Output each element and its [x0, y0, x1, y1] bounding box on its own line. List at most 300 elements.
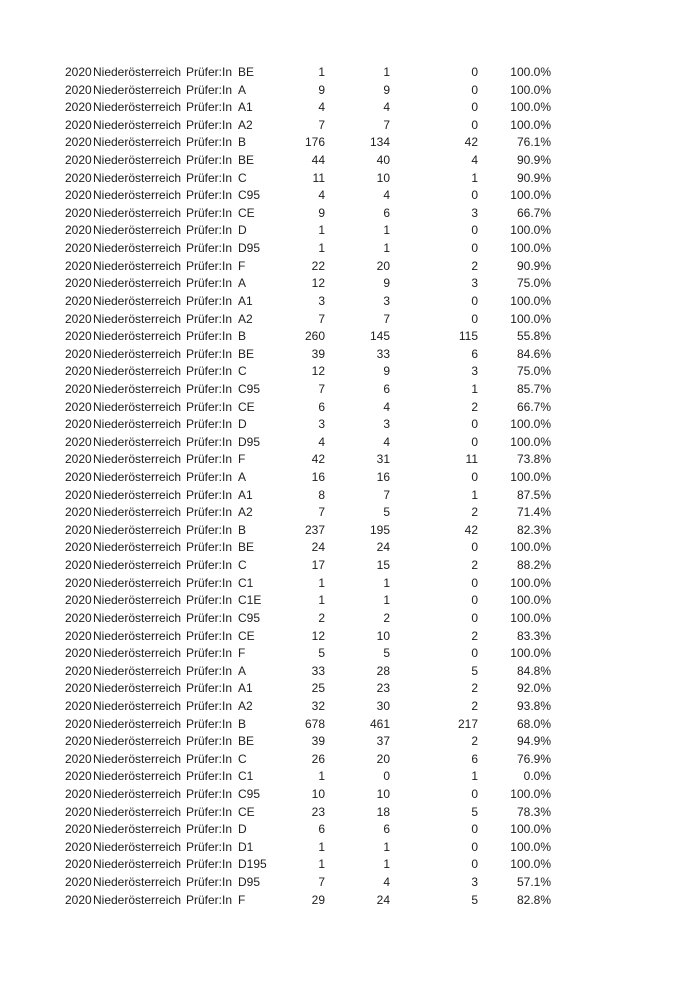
table-row [65, 645, 551, 663]
cell-region: Niederösterreich [93, 188, 182, 203]
cell-region: Niederösterreich [93, 857, 182, 872]
cell-category: C [238, 170, 247, 185]
cell-region: Niederösterreich [93, 769, 182, 784]
cell-pass-rate: 66.7% [516, 205, 551, 220]
cell-total: 32 [311, 698, 325, 713]
cell-passed: 9 [383, 276, 390, 291]
cell-passed: 15 [376, 558, 390, 573]
cell-total: 6 [318, 399, 325, 414]
cell-region: Niederösterreich [93, 646, 182, 661]
cell-category: BE [238, 540, 255, 555]
cell-total: 4 [318, 434, 325, 449]
cell-region: Niederösterreich [93, 628, 182, 643]
cell-region: Niederösterreich [93, 153, 182, 168]
cell-passed: 23 [376, 681, 390, 696]
cell-total: 7 [318, 381, 325, 396]
cell-pass-rate: 76.1% [516, 135, 551, 150]
table-row [65, 874, 551, 892]
cell-role: Prüfer:In [186, 751, 233, 766]
cell-role: Prüfer:In [186, 681, 233, 696]
cell-region: Niederösterreich [93, 293, 182, 308]
cell-category: A1 [238, 293, 253, 308]
cell-total: 16 [311, 470, 325, 485]
cell-region: Niederösterreich [93, 117, 182, 132]
cell-role: Prüfer:In [186, 646, 233, 661]
cell-role: Prüfer:In [186, 399, 233, 414]
cell-region: Niederösterreich [93, 82, 182, 97]
table-row [65, 716, 551, 734]
cell-region: Niederösterreich [93, 258, 182, 273]
cell-role: Prüfer:In [186, 610, 233, 625]
cell-failed: 42 [464, 135, 478, 150]
cell-passed: 30 [376, 698, 390, 713]
cell-region: Niederösterreich [93, 364, 182, 379]
cell-category: D [238, 223, 247, 238]
cell-passed: 3 [383, 293, 390, 308]
cell-category: BE [238, 153, 255, 168]
cell-failed: 1 [471, 769, 478, 784]
cell-category: C [238, 558, 247, 573]
cell-failed: 6 [471, 751, 478, 766]
cell-pass-rate: 100.0% [510, 822, 551, 837]
cell-category: C [238, 364, 247, 379]
cell-year: 2020 [65, 540, 92, 555]
cell-year: 2020 [65, 135, 92, 150]
cell-failed: 2 [471, 698, 478, 713]
cell-region: Niederösterreich [93, 663, 182, 678]
cell-failed: 1 [471, 170, 478, 185]
cell-year: 2020 [65, 258, 92, 273]
cell-region: Niederösterreich [93, 892, 182, 907]
cell-total: 12 [311, 364, 325, 379]
cell-failed: 0 [471, 293, 478, 308]
cell-category: C [238, 751, 247, 766]
cell-total: 1 [318, 839, 325, 854]
cell-failed: 0 [471, 839, 478, 854]
cell-category: A2 [238, 505, 253, 520]
table-row [65, 187, 551, 205]
cell-passed: 4 [383, 188, 390, 203]
cell-failed: 0 [471, 417, 478, 432]
cell-total: 1 [318, 65, 325, 79]
cell-failed: 0 [471, 223, 478, 238]
cell-year: 2020 [65, 188, 92, 203]
cell-pass-rate: 83.3% [516, 628, 551, 643]
cell-role: Prüfer:In [186, 452, 233, 467]
cell-passed: 4 [383, 399, 390, 414]
table-row [65, 293, 551, 311]
cell-failed: 0 [471, 188, 478, 203]
cell-failed: 6 [471, 346, 478, 361]
cell-category: A1 [238, 100, 253, 115]
cell-year: 2020 [65, 82, 92, 97]
cell-failed: 4 [471, 153, 478, 168]
cell-category: BE [238, 65, 255, 79]
cell-year: 2020 [65, 769, 92, 784]
cell-pass-rate: 93.8% [516, 698, 551, 713]
cell-category: A [238, 663, 247, 678]
cell-category: C95 [238, 610, 261, 625]
cell-passed: 10 [376, 170, 390, 185]
cell-failed: 0 [471, 786, 478, 801]
cell-passed: 1 [383, 839, 390, 854]
table-row [65, 663, 551, 681]
cell-region: Niederösterreich [93, 205, 182, 220]
cell-passed: 6 [383, 381, 390, 396]
cell-total: 25 [311, 681, 325, 696]
cell-year: 2020 [65, 241, 92, 256]
cell-region: Niederösterreich [93, 804, 182, 819]
cell-region: Niederösterreich [93, 65, 182, 79]
cell-failed: 3 [471, 875, 478, 890]
cell-region: Niederösterreich [93, 575, 182, 590]
table-row [65, 821, 551, 839]
cell-passed: 31 [376, 452, 390, 467]
cell-category: CE [238, 399, 255, 414]
cell-pass-rate: 78.3% [516, 804, 551, 819]
cell-pass-rate: 75.0% [516, 276, 551, 291]
cell-year: 2020 [65, 663, 92, 678]
cell-failed: 0 [471, 575, 478, 590]
table-row [65, 311, 551, 329]
cell-passed: 7 [383, 487, 390, 502]
cell-passed: 24 [376, 540, 390, 555]
table-row [65, 557, 551, 575]
table-row [65, 275, 551, 293]
cell-year: 2020 [65, 470, 92, 485]
cell-role: Prüfer:In [186, 170, 233, 185]
cell-failed: 0 [471, 65, 478, 79]
cell-region: Niederösterreich [93, 487, 182, 502]
cell-total: 44 [311, 153, 325, 168]
cell-role: Prüfer:In [186, 276, 233, 291]
cell-pass-rate: 100.0% [510, 470, 551, 485]
cell-category: B [238, 329, 247, 344]
cell-total: 7 [318, 505, 325, 520]
cell-category: A [238, 470, 247, 485]
cell-role: Prüfer:In [186, 65, 233, 79]
cell-year: 2020 [65, 857, 92, 872]
cell-pass-rate: 57.1% [516, 875, 551, 890]
cell-failed: 0 [471, 434, 478, 449]
cell-role: Prüfer:In [186, 892, 233, 907]
cell-year: 2020 [65, 452, 92, 467]
cell-pass-rate: 88.2% [516, 558, 551, 573]
cell-pass-rate: 100.0% [510, 646, 551, 661]
cell-role: Prüfer:In [186, 786, 233, 801]
cell-category: B [238, 522, 247, 537]
table-row [65, 575, 551, 593]
cell-passed: 3 [383, 417, 390, 432]
cell-total: 6 [318, 822, 325, 837]
cell-failed: 0 [471, 646, 478, 661]
cell-passed: 1 [383, 575, 390, 590]
cell-region: Niederösterreich [93, 698, 182, 713]
cell-category: C95 [238, 786, 261, 801]
table-row [65, 892, 551, 910]
cell-total: 22 [311, 258, 325, 273]
cell-total: 1 [318, 857, 325, 872]
cell-pass-rate: 82.8% [516, 892, 551, 907]
cell-pass-rate: 100.0% [510, 593, 551, 608]
cell-region: Niederösterreich [93, 100, 182, 115]
cell-pass-rate: 100.0% [510, 293, 551, 308]
cell-pass-rate: 100.0% [510, 223, 551, 238]
cell-passed: 145 [369, 329, 390, 344]
cell-failed: 5 [471, 804, 478, 819]
cell-pass-rate: 92.0% [516, 681, 551, 696]
cell-pass-rate: 100.0% [510, 417, 551, 432]
cell-region: Niederösterreich [93, 135, 182, 150]
cell-category: BE [238, 346, 255, 361]
cell-year: 2020 [65, 822, 92, 837]
cell-failed: 1 [471, 487, 478, 502]
cell-pass-rate: 87.5% [516, 487, 551, 502]
table-row [65, 451, 551, 469]
cell-category: C1 [238, 575, 254, 590]
cell-role: Prüfer:In [186, 593, 233, 608]
cell-region: Niederösterreich [93, 241, 182, 256]
cell-failed: 0 [471, 100, 478, 115]
cell-region: Niederösterreich [93, 399, 182, 414]
cell-pass-rate: 100.0% [510, 100, 551, 115]
cell-year: 2020 [65, 293, 92, 308]
cell-year: 2020 [65, 505, 92, 520]
cell-passed: 7 [383, 117, 390, 132]
cell-passed: 0 [383, 769, 390, 784]
cell-year: 2020 [65, 681, 92, 696]
cell-failed: 0 [471, 857, 478, 872]
table-row [65, 258, 551, 276]
cell-category: F [238, 646, 246, 661]
cell-role: Prüfer:In [186, 381, 233, 396]
cell-category: C95 [238, 381, 261, 396]
cell-pass-rate: 90.9% [516, 170, 551, 185]
cell-role: Prüfer:In [186, 241, 233, 256]
cell-region: Niederösterreich [93, 329, 182, 344]
cell-role: Prüfer:In [186, 804, 233, 819]
cell-total: 4 [318, 100, 325, 115]
cell-role: Prüfer:In [186, 470, 233, 485]
cell-role: Prüfer:In [186, 857, 233, 872]
cell-total: 42 [311, 452, 325, 467]
table-row [65, 363, 551, 381]
table-row [65, 152, 551, 170]
cell-role: Prüfer:In [186, 769, 233, 784]
cell-pass-rate: 100.0% [510, 540, 551, 555]
cell-pass-rate: 100.0% [510, 82, 551, 97]
cell-year: 2020 [65, 716, 92, 731]
table-row [65, 134, 551, 152]
cell-passed: 16 [376, 470, 390, 485]
cell-failed: 0 [471, 610, 478, 625]
cell-category: F [238, 452, 246, 467]
cell-passed: 4 [383, 434, 390, 449]
cell-total: 3 [318, 417, 325, 432]
cell-total: 7 [318, 311, 325, 326]
cell-category: D95 [238, 241, 261, 256]
cell-role: Prüfer:In [186, 188, 233, 203]
table-row [65, 82, 551, 100]
cell-category: D [238, 822, 247, 837]
cell-pass-rate: 68.0% [516, 716, 551, 731]
cell-year: 2020 [65, 522, 92, 537]
cell-passed: 33 [376, 346, 390, 361]
cell-pass-rate: 100.0% [510, 311, 551, 326]
cell-year: 2020 [65, 399, 92, 414]
cell-pass-rate: 76.9% [516, 751, 551, 766]
cell-total: 9 [318, 205, 325, 220]
cell-year: 2020 [65, 875, 92, 890]
cell-failed: 5 [471, 892, 478, 907]
cell-region: Niederösterreich [93, 716, 182, 731]
table-row [65, 469, 551, 487]
cell-role: Prüfer:In [186, 223, 233, 238]
cell-passed: 5 [383, 646, 390, 661]
cell-year: 2020 [65, 65, 92, 79]
cell-failed: 3 [471, 205, 478, 220]
cell-category: B [238, 135, 247, 150]
cell-pass-rate: 90.9% [516, 258, 551, 273]
cell-pass-rate: 100.0% [510, 610, 551, 625]
table-row [65, 328, 551, 346]
cell-failed: 2 [471, 505, 478, 520]
table-row [65, 487, 551, 505]
cell-pass-rate: 100.0% [510, 188, 551, 203]
cell-pass-rate: 55.8% [516, 329, 551, 344]
cell-year: 2020 [65, 839, 92, 854]
cell-total: 39 [311, 734, 325, 749]
cell-failed: 217 [457, 716, 478, 731]
cell-year: 2020 [65, 593, 92, 608]
cell-year: 2020 [65, 558, 92, 573]
cell-passed: 10 [376, 628, 390, 643]
cell-region: Niederösterreich [93, 311, 182, 326]
cell-failed: 0 [471, 117, 478, 132]
table-row [65, 856, 551, 874]
cell-pass-rate: 100.0% [510, 575, 551, 590]
cell-passed: 461 [369, 716, 390, 731]
table-row [65, 205, 551, 223]
cell-passed: 7 [383, 311, 390, 326]
cell-passed: 2 [383, 610, 390, 625]
cell-pass-rate: 100.0% [510, 117, 551, 132]
cell-role: Prüfer:In [186, 100, 233, 115]
cell-category: A2 [238, 311, 253, 326]
cell-passed: 134 [369, 135, 390, 150]
cell-role: Prüfer:In [186, 839, 233, 854]
cell-role: Prüfer:In [186, 258, 233, 273]
cell-role: Prüfer:In [186, 540, 233, 555]
cell-category: A2 [238, 698, 253, 713]
cell-passed: 4 [383, 875, 390, 890]
cell-region: Niederösterreich [93, 593, 182, 608]
cell-category: F [238, 892, 246, 907]
cell-passed: 4 [383, 100, 390, 115]
cell-failed: 3 [471, 276, 478, 291]
cell-passed: 1 [383, 65, 390, 79]
cell-region: Niederösterreich [93, 558, 182, 573]
cell-role: Prüfer:In [186, 293, 233, 308]
cell-year: 2020 [65, 892, 92, 907]
cell-year: 2020 [65, 205, 92, 220]
cell-failed: 1 [471, 381, 478, 396]
cell-pass-rate: 71.4% [516, 505, 551, 520]
cell-failed: 0 [471, 540, 478, 555]
cell-year: 2020 [65, 751, 92, 766]
table-row [65, 680, 551, 698]
cell-pass-rate: 100.0% [510, 786, 551, 801]
cell-role: Prüfer:In [186, 346, 233, 361]
cell-region: Niederösterreich [93, 522, 182, 537]
cell-failed: 2 [471, 258, 478, 273]
cell-role: Prüfer:In [186, 117, 233, 132]
cell-role: Prüfer:In [186, 875, 233, 890]
cell-pass-rate: 100.0% [510, 241, 551, 256]
cell-pass-rate: 100.0% [510, 857, 551, 872]
cell-year: 2020 [65, 786, 92, 801]
cell-total: 1 [318, 593, 325, 608]
cell-category: C1E [238, 593, 262, 608]
cell-passed: 1 [383, 593, 390, 608]
results-table [65, 64, 551, 909]
cell-region: Niederösterreich [93, 540, 182, 555]
cell-role: Prüfer:In [186, 663, 233, 678]
cell-failed: 2 [471, 681, 478, 696]
cell-category: D195 [238, 857, 267, 872]
cell-role: Prüfer:In [186, 558, 233, 573]
cell-passed: 20 [376, 258, 390, 273]
cell-failed: 2 [471, 399, 478, 414]
cell-passed: 195 [369, 522, 390, 537]
cell-total: 1 [318, 769, 325, 784]
cell-total: 12 [311, 276, 325, 291]
cell-category: A1 [238, 487, 253, 502]
cell-passed: 1 [383, 241, 390, 256]
cell-region: Niederösterreich [93, 346, 182, 361]
cell-category: C1 [238, 769, 254, 784]
table-row [65, 416, 551, 434]
cell-role: Prüfer:In [186, 505, 233, 520]
cell-failed: 2 [471, 628, 478, 643]
cell-failed: 0 [471, 593, 478, 608]
cell-category: CE [238, 804, 255, 819]
cell-role: Prüfer:In [186, 364, 233, 379]
cell-year: 2020 [65, 575, 92, 590]
cell-total: 2 [318, 610, 325, 625]
cell-total: 8 [318, 487, 325, 502]
cell-year: 2020 [65, 100, 92, 115]
cell-pass-rate: 75.0% [516, 364, 551, 379]
cell-region: Niederösterreich [93, 170, 182, 185]
cell-passed: 40 [376, 153, 390, 168]
cell-region: Niederösterreich [93, 822, 182, 837]
cell-passed: 9 [383, 82, 390, 97]
table-row [65, 64, 551, 82]
cell-total: 3 [318, 293, 325, 308]
cell-total: 1 [318, 241, 325, 256]
cell-pass-rate: 85.7% [516, 381, 551, 396]
cell-region: Niederösterreich [93, 417, 182, 432]
cell-total: 29 [311, 892, 325, 907]
cell-region: Niederösterreich [93, 505, 182, 520]
cell-year: 2020 [65, 117, 92, 132]
cell-failed: 0 [471, 470, 478, 485]
cell-passed: 6 [383, 822, 390, 837]
cell-pass-rate: 84.6% [516, 346, 551, 361]
cell-total: 1 [318, 575, 325, 590]
table-row [65, 522, 551, 540]
